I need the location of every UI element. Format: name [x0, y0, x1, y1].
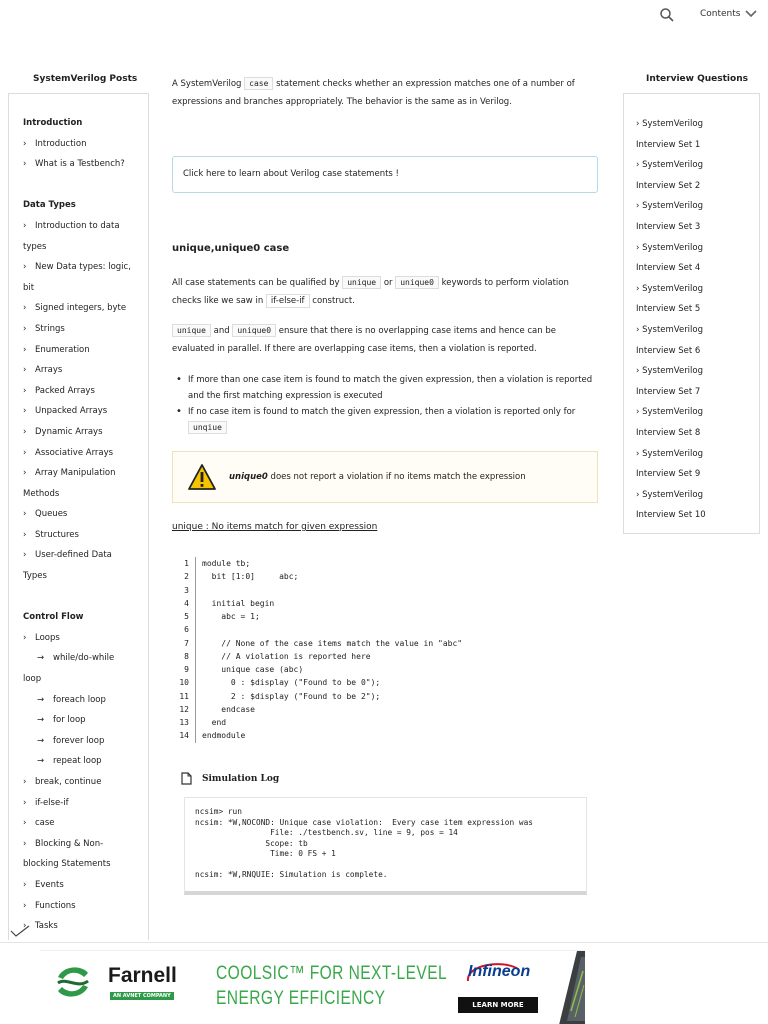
code-line — [174, 676, 594, 689]
left-sidebar — [8, 93, 149, 940]
ad-banner[interactable] — [40, 950, 585, 1024]
interview-link[interactable] — [636, 155, 706, 176]
inline-code: unique0 — [232, 324, 276, 337]
ad-slogan-line: ENERGY EFFICIENCY — [216, 988, 386, 1009]
code-line — [174, 703, 594, 716]
sidebar-item[interactable] — [23, 751, 147, 772]
sidebar-item[interactable] — [23, 916, 147, 937]
code-text: module tb; — [202, 559, 251, 568]
if-else-if-link[interactable]: if-else-if — [266, 294, 310, 308]
sidebar-item-label: Queues — [35, 509, 68, 520]
sidebar-item-label: Types — [23, 571, 47, 582]
intro-paragraph — [172, 75, 600, 111]
sidebar-item-label: Tasks — [35, 921, 58, 932]
interview-link[interactable] — [636, 114, 706, 135]
code-line — [174, 570, 594, 583]
warning-text — [229, 472, 526, 482]
sidebar-item-label: Introduction — [35, 138, 87, 149]
simulation-log-header — [181, 772, 279, 785]
paragraph-overlap — [172, 322, 600, 358]
interview-link-set[interactable]: Interview Set 7 — [636, 386, 701, 397]
ad-brand: Farnell — [108, 964, 177, 987]
code-line — [174, 597, 594, 610]
interview-link-label: SystemVerilog — [642, 448, 704, 459]
inline-code: case — [244, 77, 273, 90]
code-line — [174, 690, 594, 703]
chevron-right-icon: › — [23, 632, 27, 643]
list-item-text: If more than one case item is found to match the given expression, then a violation is reported and the first matching expression is executed — [188, 375, 593, 401]
nav-section-heading: Introduction — [23, 118, 83, 128]
chevron-right-icon: › — [23, 323, 27, 334]
sidebar-item-label: break, continue — [35, 777, 102, 787]
sidebar-item-label: Enumeration — [35, 344, 90, 355]
sidebar-item-label: Packed Arrays — [35, 385, 95, 396]
sidebar-item-label: case — [35, 818, 55, 829]
chevron-right-icon: › — [23, 303, 27, 314]
line-number: 9 — [174, 663, 196, 676]
arrow-right-icon: → — [37, 756, 45, 767]
interview-link[interactable] — [636, 402, 706, 423]
sidebar-item[interactable] — [23, 237, 147, 258]
chevron-right-icon: › — [636, 160, 643, 171]
chevron-right-icon: › — [23, 921, 27, 932]
interview-link-label: SystemVerilog — [642, 407, 704, 418]
chevron-right-icon: › — [636, 242, 643, 253]
sidebar-item[interactable] — [23, 278, 147, 299]
chevron-right-icon: › — [23, 220, 27, 231]
sidebar-item[interactable] — [23, 340, 147, 361]
interview-link-set[interactable]: Interview Set 9 — [636, 469, 701, 480]
interview-link-label: SystemVerilog — [642, 324, 704, 335]
sidebar-item-label: Introduction to data — [35, 220, 120, 231]
sidebar-item-label: forever loop — [53, 735, 105, 746]
code-text: // A violation is reported here — [202, 651, 371, 661]
sidebar-item[interactable] — [23, 731, 147, 752]
sidebar-item[interactable] — [23, 690, 147, 711]
code-line — [174, 650, 594, 663]
chevron-right-icon: › — [23, 159, 27, 170]
chevron-right-icon: › — [636, 201, 643, 212]
chevron-right-icon: › — [23, 344, 27, 355]
code-line — [174, 557, 594, 570]
sidebar-item-label: repeat loop — [53, 756, 102, 767]
right-sidebar — [623, 93, 760, 534]
sidebar-item-label: types — [23, 241, 47, 252]
ad-brand-sub: AN AVNET COMPANY — [110, 992, 174, 1000]
chevron-right-icon: › — [23, 838, 27, 849]
code-line — [174, 610, 594, 623]
line-number: 10 — [174, 676, 196, 689]
sidebar-item[interactable] — [23, 422, 147, 443]
code-text: initial begin — [202, 598, 275, 608]
chevron-right-icon: › — [23, 262, 27, 273]
sidebar-item[interactable] — [23, 216, 147, 237]
verilog-case-link[interactable] — [172, 156, 598, 193]
left-nav — [23, 113, 147, 937]
list-item — [188, 372, 598, 404]
interview-link-set[interactable]: Interview Set 3 — [636, 221, 701, 232]
sidebar-item[interactable] — [23, 875, 147, 896]
sidebar-item[interactable] — [23, 484, 147, 505]
line-number: 6 — [174, 623, 196, 636]
sidebar-item-label: Strings — [35, 323, 65, 334]
ad-divider — [0, 942, 768, 943]
code-line — [174, 663, 594, 676]
ad-partner: Infineon — [468, 963, 531, 980]
intro-text: A SystemVerilog — [172, 79, 242, 89]
top-bar — [0, 0, 768, 40]
sidebar-item-label: User-defined Data — [35, 550, 112, 561]
chevron-right-icon: › — [23, 138, 27, 149]
sidebar-item[interactable] — [23, 463, 147, 484]
code-line — [174, 637, 594, 650]
text: or — [383, 278, 393, 288]
chevron-right-icon: › — [23, 365, 27, 376]
code-line — [174, 584, 594, 597]
main-content — [172, 75, 600, 111]
search-icon[interactable] — [659, 7, 675, 23]
sidebar-item-label: bit — [23, 282, 35, 293]
sidebar-item-label: Loops — [35, 632, 60, 643]
interview-link-label: SystemVerilog — [642, 201, 704, 212]
ad-slogan-line: COOLSIC™ FOR NEXT-LEVEL — [216, 963, 448, 984]
simulation-log-text: ncsim> run ncsim: *W,NOCOND: Unique case violation: Every case item expression was File: ./testbench.sv, line = 9, pos = 14 Scope: tb Time: 0 FS + 1 ncsim: *W,RNQUIE: Simulation is complete. — [195, 807, 533, 879]
sidebar-item[interactable] — [23, 813, 147, 834]
line-number: 13 — [174, 716, 196, 729]
sidebar-item[interactable] — [23, 834, 147, 855]
sidebar-item[interactable] — [23, 710, 147, 731]
violation-list — [188, 372, 598, 436]
nav-section-heading: Data Types — [23, 200, 76, 211]
checkmark-icon — [10, 925, 30, 937]
sidebar-item[interactable] — [23, 628, 147, 649]
section-title: unique,unique0 case — [172, 243, 290, 254]
code-line — [174, 729, 594, 742]
text: All case statements can be qualified by — [172, 278, 340, 288]
sidebar-item-label: Methods — [23, 488, 60, 499]
simulation-log — [184, 797, 587, 895]
line-number: 1 — [174, 557, 196, 570]
sidebar-item-label: loop — [23, 674, 42, 685]
code-text: abc = 1; — [202, 612, 260, 621]
sidebar-item[interactable] — [23, 566, 147, 587]
sidebar-item-label: if-else-if — [35, 797, 69, 808]
link-text[interactable]: Click here to learn about Verilog case statements ! — [183, 169, 399, 179]
code-text: unique case (abc) — [202, 665, 304, 674]
interview-link-label: SystemVerilog — [642, 283, 704, 294]
code-text: end — [202, 718, 227, 727]
nav-spacer — [23, 587, 147, 608]
sidebar-item-label: What is a Testbench? — [35, 159, 125, 170]
sidebar-item[interactable] — [23, 381, 147, 402]
contents-button[interactable] — [700, 9, 757, 19]
code-text: endcase — [202, 704, 255, 714]
sidebar-item-label: Unpacked Arrays — [35, 406, 108, 417]
code-line — [174, 623, 594, 636]
sidebar-item[interactable] — [23, 360, 147, 381]
text: construct. — [312, 296, 355, 306]
interview-link-label: SystemVerilog — [642, 160, 704, 171]
sidebar-item[interactable] — [23, 134, 147, 155]
nav-spacer — [23, 175, 147, 196]
chevron-right-icon: › — [23, 385, 27, 396]
interview-link[interactable] — [636, 485, 706, 506]
chevron-right-icon: › — [23, 550, 27, 561]
paragraph-qualifiers — [172, 274, 600, 310]
sidebar-item[interactable] — [23, 772, 147, 793]
chevron-right-icon: › — [23, 426, 27, 437]
sidebar-item-label: Dynamic Arrays — [35, 426, 103, 437]
chevron-right-icon: › — [636, 283, 643, 294]
interview-link-set[interactable]: Interview Set 8 — [636, 427, 701, 438]
line-number: 11 — [174, 690, 196, 703]
sidebar-item[interactable] — [23, 504, 147, 525]
sidebar-item[interactable] — [23, 545, 147, 566]
text: ensure that there is no overlapping case items and hence can be evaluated in parallel. If there are overlapping case items, then a violation is reported. — [172, 326, 556, 354]
sidebar-item[interactable] — [23, 648, 147, 669]
interview-link-set[interactable]: Interview Set 5 — [636, 304, 701, 315]
left-sidebar-title: SystemVerilog Posts — [33, 74, 138, 84]
chevron-right-icon: › — [23, 529, 27, 540]
chevron-right-icon: › — [636, 407, 643, 418]
sidebar-item[interactable] — [23, 319, 147, 340]
sidebar-item-label: Structures — [35, 529, 79, 540]
sidebar-item-label: foreach loop — [53, 694, 106, 705]
interview-link[interactable] — [636, 361, 706, 382]
sidebar-item-label: Functions — [35, 900, 76, 911]
chevron-right-icon: › — [23, 900, 27, 911]
nav-section-heading: Control Flow — [23, 612, 84, 623]
sidebar-item-label: for loop — [53, 715, 86, 726]
sidebar-item[interactable] — [23, 257, 147, 278]
warning-message: does not report a violation if no items match the expression — [270, 472, 526, 482]
warning-box — [172, 451, 598, 503]
sidebar-item[interactable] — [23, 525, 147, 546]
inline-code: unqiue — [188, 421, 227, 434]
code-text: 2 : $display ("Found to be 2"); — [202, 691, 381, 701]
interview-link-set[interactable]: Interview Set 4 — [636, 263, 701, 274]
chevron-right-icon: › — [23, 818, 27, 829]
arrow-right-icon: → — [37, 653, 45, 664]
line-number: 14 — [174, 729, 196, 742]
sidebar-item[interactable] — [23, 298, 147, 319]
chevron-right-icon: › — [636, 448, 643, 459]
line-number: 2 — [174, 570, 196, 583]
sidebar-item-label: Arrays — [35, 365, 63, 376]
sidebar-item[interactable] — [23, 854, 147, 875]
sidebar-item-label: Signed integers, byte — [35, 303, 127, 314]
interview-link[interactable] — [636, 279, 706, 300]
code-text: 0 : $display ("Found to be 0"); — [202, 678, 381, 688]
chevron-right-icon: › — [23, 777, 27, 787]
warning-keyword: unique0 — [229, 472, 268, 482]
inline-code: unique — [172, 324, 211, 337]
sidebar-item[interactable] — [23, 154, 147, 175]
line-number: 5 — [174, 610, 196, 623]
right-sidebar-title: Interview Questions — [646, 74, 748, 84]
document-icon — [181, 772, 192, 785]
sidebar-item[interactable] — [23, 443, 147, 464]
sidebar-item-label: Events — [35, 879, 64, 890]
code-text: bit [1:0] abc; — [202, 572, 299, 582]
code-text: // None of the case items match the value in "abc" — [202, 638, 463, 648]
warning-icon — [187, 463, 217, 491]
chip-image-icon — [559, 951, 585, 1024]
arrow-right-icon: → — [37, 715, 45, 726]
right-nav — [636, 114, 706, 526]
intro-text: statement checks whether an expression matches one of a number of expressions and branches appropriately. The behavior is the same as in Verilog. — [172, 79, 575, 107]
text: and — [213, 326, 230, 336]
sidebar-item[interactable] — [23, 896, 147, 917]
sidebar-item-label: Associative Arrays — [35, 447, 114, 458]
sidebar-item[interactable] — [23, 793, 147, 814]
interview-link[interactable] — [636, 238, 706, 259]
chevron-right-icon: › — [23, 406, 27, 417]
simulation-log-title: Simulation Log — [202, 773, 280, 784]
sidebar-item-label: Blocking & Non- — [35, 838, 104, 849]
chevron-right-icon: › — [23, 447, 27, 458]
sidebar-item-label: while/do-while — [53, 653, 115, 664]
arrow-right-icon: → — [37, 694, 45, 705]
arrow-right-icon: → — [37, 735, 45, 746]
ad-slogan — [216, 961, 447, 1011]
chevron-right-icon: › — [23, 797, 27, 808]
line-number: 8 — [174, 650, 196, 663]
text: keywords to perform violation checks like we saw in — [172, 278, 569, 306]
interview-link-label: SystemVerilog — [642, 119, 704, 129]
list-item-text: If no case item is found to match the given expression, then a violation is reported only for — [188, 407, 576, 417]
chevron-right-icon: › — [23, 879, 27, 890]
sidebar-item-label: Array Manipulation — [35, 468, 116, 479]
chevron-right-icon: › — [636, 366, 643, 377]
example-title: unique : No items match for given expression — [172, 522, 378, 532]
chevron-right-icon: › — [23, 468, 27, 479]
inline-code: unique0 — [395, 276, 439, 289]
chevron-down-icon — [745, 10, 757, 18]
interview-link-set[interactable]: Interview Set 1 — [636, 139, 701, 150]
line-number: 12 — [174, 703, 196, 716]
line-number: 4 — [174, 597, 196, 610]
sidebar-item-label: blocking Statements — [23, 859, 111, 870]
interview-link-label: SystemVerilog — [642, 242, 704, 253]
code-line — [174, 716, 594, 729]
code-block — [174, 557, 594, 743]
interview-link-label: SystemVerilog — [642, 366, 704, 377]
chevron-right-icon: › — [636, 324, 643, 335]
contents-label: Contents — [700, 9, 741, 19]
interview-link-label: SystemVerilog — [642, 489, 704, 500]
line-number: 3 — [174, 584, 196, 597]
interview-link-set[interactable]: Interview Set 10 — [636, 510, 706, 521]
chevron-right-icon: › — [636, 119, 643, 129]
interview-link[interactable] — [636, 444, 706, 465]
interview-link[interactable] — [636, 320, 706, 341]
sidebar-item[interactable] — [23, 401, 147, 422]
sidebar-item[interactable] — [23, 669, 147, 690]
interview-link-set[interactable]: Interview Set 6 — [636, 345, 701, 356]
interview-link-set[interactable]: Interview Set 2 — [636, 180, 701, 191]
farnell-logo-icon — [54, 963, 92, 1001]
chevron-right-icon: › — [636, 489, 643, 500]
interview-link[interactable] — [636, 196, 706, 217]
learn-more-button[interactable]: LEARN MORE — [458, 997, 538, 1013]
list-item — [188, 404, 598, 436]
chevron-right-icon: › — [23, 509, 27, 520]
inline-code: unique — [342, 276, 381, 289]
sidebar-item-label: New Data types: logic, — [35, 262, 131, 273]
code-text: endmodule — [202, 731, 246, 741]
line-number: 7 — [174, 637, 196, 650]
